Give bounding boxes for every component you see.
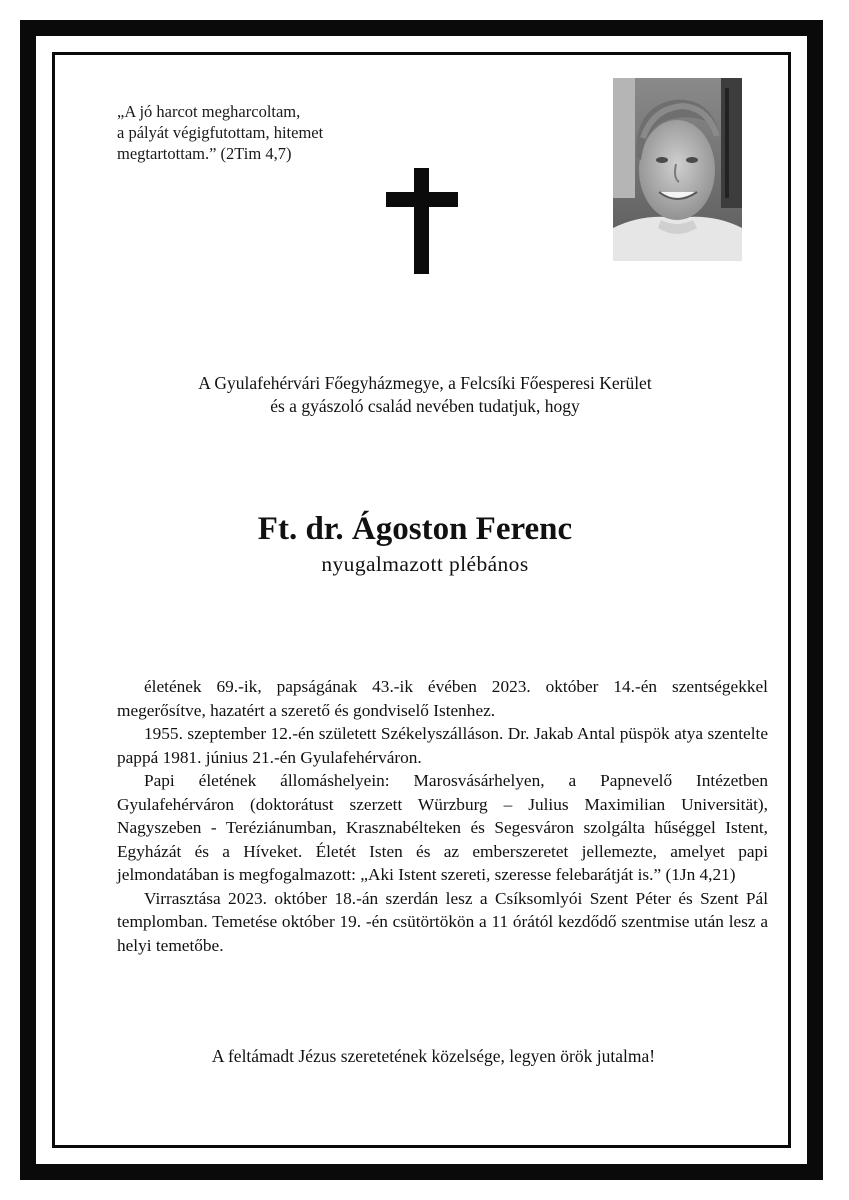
deceased-title: nyugalmazott plébános	[321, 552, 529, 576]
quote-line: a pályát végigfutottam, hitemet	[117, 123, 324, 142]
portrait-photo	[613, 78, 742, 261]
body-paragraph: 1955. szeptember 12.-én született Székelyszálláson. Dr. Jakab Antal püspök atya szentelte pappá 1981. június 21.-én Gyulafehérváron.	[117, 724, 768, 767]
bible-quote	[117, 101, 347, 164]
intro-line-2: és a gyászoló család nevében tudatjuk, hogy	[270, 396, 580, 416]
intro-line-1: A Gyulafehérvári Főegyházmegye, a Felcsíki Főesperesi Kerület	[198, 373, 652, 393]
announcement-intro	[100, 372, 750, 418]
closing-blessing: A feltámadt Jézus szeretetének közelsége, legyen örök jutalma!	[211, 1046, 656, 1066]
body-paragraph: Virrasztása 2023. október 18.-án szerdán lesz a Csíksomlyói Szent Péter és Szent Pál templomban. Temetése október 19. -én csütörtökön a 11 órától kezdődő szentmise után lesz a helyi temetőbe.	[117, 888, 768, 955]
cross-icon	[386, 168, 458, 274]
deceased-name: Ft. dr. Ágoston Ferenc	[257, 511, 573, 547]
obituary-body	[117, 675, 768, 957]
body-paragraph: életének 69.-ik, papságának 43.-ik évében 2023. október 14.-én szentségekkel megerősítve, hazatért a szerető és gondviselő Istenhez.	[117, 677, 768, 720]
quote-line: megtartottam.” (2Tim 4,7)	[117, 144, 292, 163]
body-paragraph: Papi életének állomáshelyein: Marosvásárhelyen, a Papnevelő Intézetben Gyulafehérváron (doktorátust szerzett Würzburg – Julius Maximilian Universität), Nagyszeben - Teréziánumban, Krasznabélteken és Segesváron szolgálta hűséggel Istent, Egyházát és a Híveket. Életét Isten és az emberszeretet jellemezte, amelyet papi jelmondatában is megfogalmazott: „Aki Istent szereti, szeresse felebarátját is.” (1Jn 4,21)	[117, 771, 768, 884]
quote-line: „A jó harcot megharcoltam,	[117, 102, 301, 121]
